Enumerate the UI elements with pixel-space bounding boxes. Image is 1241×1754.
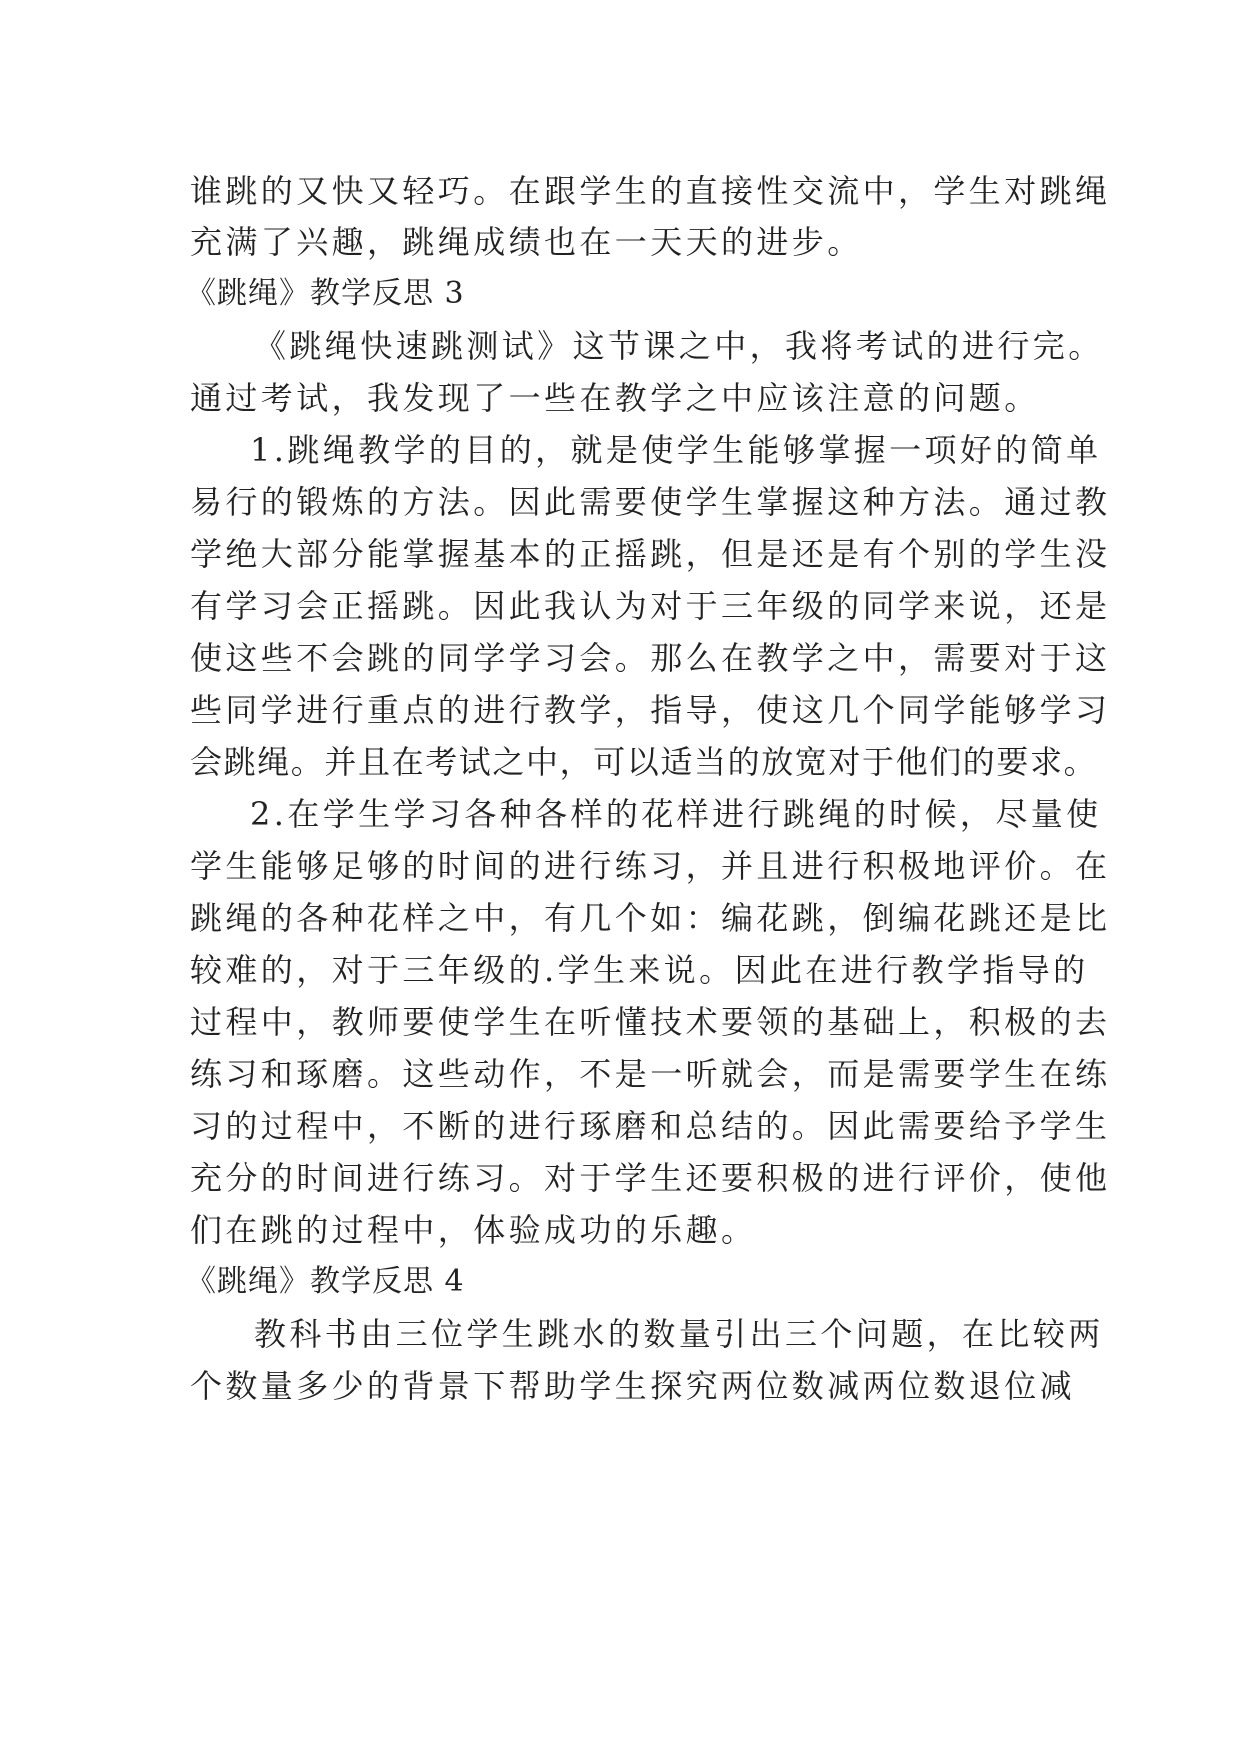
section-heading: 《跳绳》教学反思 3 xyxy=(186,276,465,311)
text-line: 些同学进行重点的进行教学，指导，使这几个同学能够学习 xyxy=(190,691,1111,729)
text-line: 习的过程中，不断的进行琢磨和总结的。因此需要给予学生 xyxy=(190,1107,1111,1145)
section-heading: 《跳绳》教学反思 4 xyxy=(186,1264,465,1299)
text-line: 过程中，教师要使学生在听懂技术要领的基础上，积极的去 xyxy=(190,1003,1111,1041)
text-line: 跳绳的各种花样之中，有几个如：编花跳，倒编花跳还是比 xyxy=(190,899,1111,937)
text-line: 2.在学生学习各种各样的花样进行跳绳的时候，尽量使 xyxy=(250,795,1102,833)
text-line: 使这些不会跳的同学学习会。那么在教学之中，需要对于这 xyxy=(190,639,1111,677)
text-line: 会跳绳。并且在考试之中，可以适当的放宽对于他们的要求。 xyxy=(190,743,1098,781)
text-line: 教科书由三位学生跳水的数量引出三个问题，在比较两 xyxy=(254,1315,1104,1353)
text-line: 们在跳的过程中，体验成功的乐趣。 xyxy=(190,1211,757,1249)
text-line: 练习和琢磨。这些动作，不是一听就会，而是需要学生在练 xyxy=(190,1055,1111,1093)
text-line: 学绝大部分能掌握基本的正摇跳，但是还是有个别的学生没 xyxy=(190,535,1111,573)
text-line: 学生能够足够的时间的进行练习，并且进行积极地评价。在 xyxy=(190,847,1111,885)
text-line: 有学习会正摇跳。因此我认为对于三年级的同学来说，还是 xyxy=(190,587,1111,625)
text-line: 充满了兴趣，跳绳成绩也在一天天的进步。 xyxy=(190,223,863,261)
text-line: 较难的，对于三年级的.学生来说。因此在进行教学指导的 xyxy=(190,951,1089,989)
text-line: 1.跳绳教学的目的，就是使学生能够掌握一项好的简单 xyxy=(250,431,1102,469)
text-line: 充分的时间进行练习。对于学生还要积极的进行评价，使他 xyxy=(190,1159,1111,1197)
text-line: 《跳绳快速跳测试》这节课之中，我将考试的进行完。 xyxy=(254,327,1104,365)
text-line: 易行的锻炼的方法。因此需要使学生掌握这种方法。通过教 xyxy=(190,483,1111,521)
text-line: 个数量多少的背景下帮助学生探究两位数减两位数退位减 xyxy=(190,1367,1076,1405)
text-line: 通过考试，我发现了一些在教学之中应该注意的问题。 xyxy=(190,379,1040,417)
text-line: 谁跳的又快又轻巧。在跟学生的直接性交流中，学生对跳绳 xyxy=(190,172,1111,210)
